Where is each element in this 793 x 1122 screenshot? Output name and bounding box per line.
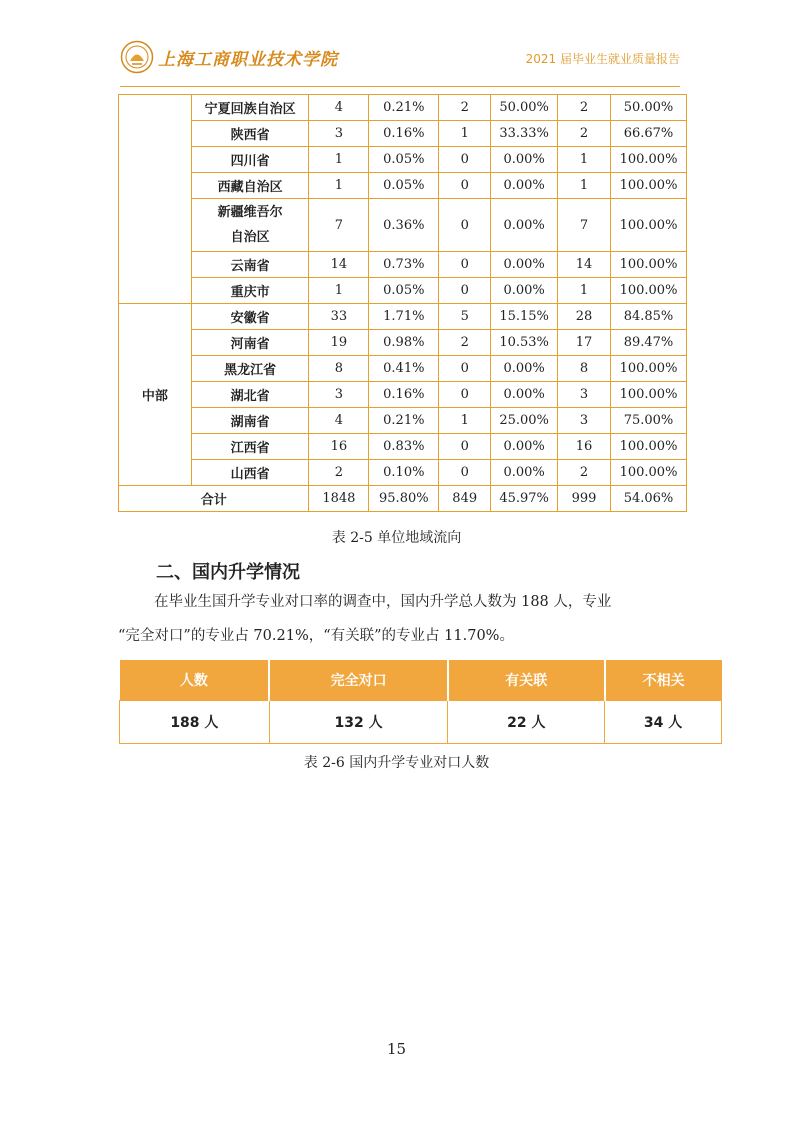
value-cell: 5 (439, 304, 491, 330)
value-cell: 66.67% (611, 121, 687, 147)
province-cell: 云南省 (191, 252, 309, 278)
value-cell: 0 (439, 278, 491, 304)
value-cell: 14 (309, 252, 369, 278)
value-cell: 3 (558, 382, 611, 408)
value-cell: 0 (439, 434, 491, 460)
region-flow-table (118, 94, 687, 512)
table-row (119, 121, 687, 147)
table-row (119, 199, 687, 252)
value-cell: 2 (558, 121, 611, 147)
value-cell: 1 (309, 278, 369, 304)
value-cell: 7 (558, 199, 611, 252)
value-cell: 1 (558, 147, 611, 173)
value-cell: 0.73% (369, 252, 439, 278)
value-cell: 0.05% (369, 278, 439, 304)
table-caption-2-6: 表 2-6 国内升学专业对口人数 (303, 755, 490, 771)
value-cell: 0.21% (369, 95, 439, 121)
value-cell: 0.00% (491, 356, 558, 382)
value-cell: 100.00% (611, 434, 687, 460)
table-cell: 34 人 (605, 701, 722, 744)
paragraph: “完全对口”的专业占 70.21%，“有关联”的专业占 11.70%。 (118, 628, 514, 644)
value-cell: 8 (558, 356, 611, 382)
value-cell: 100.00% (611, 199, 687, 252)
header-cell: 完全对口 (269, 660, 448, 701)
value-cell: 28 (558, 304, 611, 330)
value-cell: 0.05% (369, 173, 439, 199)
value-cell: 0.98% (369, 330, 439, 356)
domestic-study-table (119, 660, 722, 744)
value-cell: 84.85% (611, 304, 687, 330)
report-title: 2021 届毕业生就业质量报告 (525, 52, 680, 66)
value-cell: 999 (558, 486, 611, 512)
value-cell: 3 (558, 408, 611, 434)
value-cell: 0.00% (491, 460, 558, 486)
table-row (119, 147, 687, 173)
value-cell: 1848 (309, 486, 369, 512)
value-cell: 2 (558, 95, 611, 121)
total-row (119, 486, 687, 512)
value-cell: 25.00% (491, 408, 558, 434)
table-row (119, 304, 687, 330)
value-cell: 50.00% (491, 95, 558, 121)
table-row (119, 330, 687, 356)
value-cell: 1 (439, 121, 491, 147)
value-cell: 0 (439, 382, 491, 408)
value-cell: 0.00% (491, 252, 558, 278)
province-line: 新疆维吾尔 (217, 205, 283, 220)
province-cell: 宁夏回族自治区 (191, 95, 309, 121)
value-cell: 8 (309, 356, 369, 382)
value-cell: 3 (309, 382, 369, 408)
value-cell: 1 (558, 278, 611, 304)
value-cell: 1 (309, 173, 369, 199)
value-cell: 0 (439, 252, 491, 278)
value-cell: 10.53% (491, 330, 558, 356)
value-cell: 0.00% (491, 173, 558, 199)
value-cell: 100.00% (611, 252, 687, 278)
value-cell: 100.00% (611, 460, 687, 486)
value-cell: 4 (309, 408, 369, 434)
value-cell: 14 (558, 252, 611, 278)
value-cell: 19 (309, 330, 369, 356)
value-cell: 100.00% (611, 173, 687, 199)
value-cell: 7 (309, 199, 369, 252)
value-cell: 100.00% (611, 278, 687, 304)
table-row (119, 460, 687, 486)
group-cell-west (119, 95, 192, 304)
total-label-cell: 合计 (119, 486, 309, 512)
value-cell: 4 (309, 95, 369, 121)
province-cell: 重庆市 (191, 278, 309, 304)
school-logo (120, 40, 338, 74)
value-cell: 0.83% (369, 434, 439, 460)
province-cell: 山西省 (191, 460, 309, 486)
province-cell: 安徽省 (191, 304, 309, 330)
school-name: 上海工商职业技术学院 (158, 49, 338, 70)
value-cell: 50.00% (611, 95, 687, 121)
value-cell: 849 (439, 486, 491, 512)
province-line: 自治区 (230, 230, 270, 245)
table-row (119, 173, 687, 199)
value-cell: 75.00% (611, 408, 687, 434)
page-header (120, 40, 680, 80)
value-cell: 100.00% (611, 356, 687, 382)
section-heading: 二、国内升学情况 (156, 562, 300, 583)
value-cell: 0.00% (491, 278, 558, 304)
province-cell: 河南省 (191, 330, 309, 356)
header-cell: 不相关 (605, 660, 722, 701)
group-cell-central: 中部 (119, 304, 192, 486)
value-cell: 1.71% (369, 304, 439, 330)
value-cell: 1 (309, 147, 369, 173)
value-cell: 0.00% (491, 199, 558, 252)
table-row (119, 252, 687, 278)
province-cell (191, 199, 309, 252)
value-cell: 1 (558, 173, 611, 199)
value-cell: 17 (558, 330, 611, 356)
province-cell: 西藏自治区 (191, 173, 309, 199)
value-cell: 89.47% (611, 330, 687, 356)
province-cell: 江西省 (191, 434, 309, 460)
value-cell: 3 (309, 121, 369, 147)
paragraph: 在毕业生国升学专业对口率的调查中，国内升学总人数为 188 人，专业 (154, 594, 612, 610)
value-cell: 0 (439, 460, 491, 486)
value-cell: 2 (309, 460, 369, 486)
value-cell: 33.33% (491, 121, 558, 147)
value-cell: 0.36% (369, 199, 439, 252)
province-cell: 四川省 (191, 147, 309, 173)
value-cell: 0.16% (369, 121, 439, 147)
header-cell: 人数 (120, 660, 270, 701)
value-cell: 0.00% (491, 434, 558, 460)
table-cell: 188 人 (120, 701, 270, 744)
table-row (119, 356, 687, 382)
value-cell: 100.00% (611, 382, 687, 408)
school-seal-icon (120, 40, 154, 74)
province-cell: 湖北省 (191, 382, 309, 408)
table-row (119, 434, 687, 460)
value-cell: 54.06% (611, 486, 687, 512)
value-cell: 0.16% (369, 382, 439, 408)
value-cell: 0 (439, 356, 491, 382)
value-cell: 0.10% (369, 460, 439, 486)
province-cell: 黑龙江省 (191, 356, 309, 382)
value-cell: 0.21% (369, 408, 439, 434)
province-cell: 湖南省 (191, 408, 309, 434)
table-cell: 132 人 (269, 701, 448, 744)
table-caption-2-5: 表 2-5 单位地域流向 (331, 530, 462, 546)
value-cell: 0.00% (491, 382, 558, 408)
header-divider (120, 86, 680, 87)
value-cell: 16 (309, 434, 369, 460)
value-cell: 0.05% (369, 147, 439, 173)
value-cell: 95.80% (369, 486, 439, 512)
table-row (119, 95, 687, 121)
value-cell: 0.00% (491, 147, 558, 173)
value-cell: 33 (309, 304, 369, 330)
table-row (119, 278, 687, 304)
table-row (119, 408, 687, 434)
value-cell: 45.97% (491, 486, 558, 512)
value-cell: 2 (439, 330, 491, 356)
value-cell: 0 (439, 173, 491, 199)
value-cell: 2 (439, 95, 491, 121)
value-cell: 1 (439, 408, 491, 434)
value-cell: 0 (439, 199, 491, 252)
value-cell: 15.15% (491, 304, 558, 330)
province-cell: 陕西省 (191, 121, 309, 147)
value-cell: 0 (439, 147, 491, 173)
value-cell: 100.00% (611, 147, 687, 173)
page-number: 15 (386, 1040, 407, 1058)
table-cell: 22 人 (448, 701, 605, 744)
header-cell: 有关联 (448, 660, 605, 701)
table-row (119, 382, 687, 408)
value-cell: 2 (558, 460, 611, 486)
value-cell: 0.41% (369, 356, 439, 382)
value-cell: 16 (558, 434, 611, 460)
